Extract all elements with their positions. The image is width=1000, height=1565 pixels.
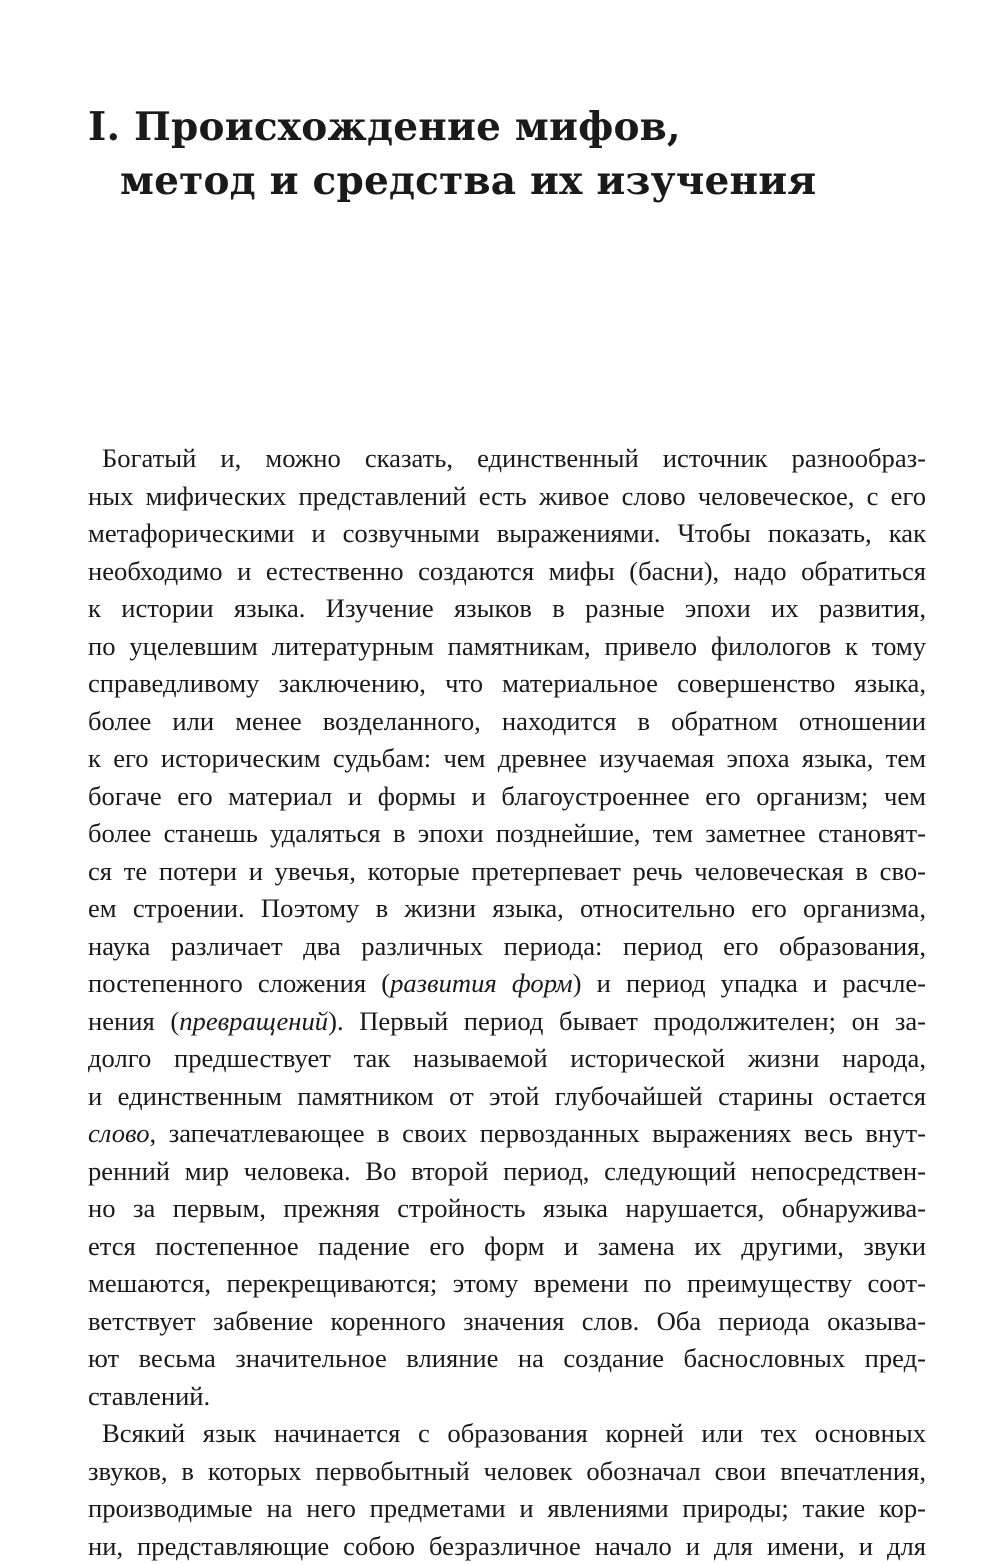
text-line-with-italic bbox=[88, 965, 926, 1003]
text-line: ных мифических представлений есть живое слово человеческое, с его bbox=[88, 478, 926, 516]
text-line: ем строении. Поэтому в жизни языка, относительно его организма, bbox=[88, 890, 926, 928]
text-line: ется постепенное падение его форм и замена их другими, звуки bbox=[88, 1228, 926, 1266]
text-line: ставлений. bbox=[88, 1378, 926, 1416]
text-segment: , запечатлевающее в своих первозданных выражениях весь внут- bbox=[150, 1118, 926, 1148]
text-line: ся те потери и увечья, которые претерпевает речь человеческая в сво- bbox=[88, 853, 926, 891]
text-segment: нения ( bbox=[88, 1006, 179, 1036]
text-line: необходимо и естественно создаются мифы (басни), надо обратиться bbox=[88, 553, 926, 591]
text-line-with-italic bbox=[88, 1003, 926, 1041]
text-line: Всякий язык начинается с образования корней или тех основных bbox=[88, 1415, 926, 1453]
text-line: и единственным памятником от этой глубочайшей старины остается bbox=[88, 1078, 926, 1116]
text-line: ветствует забвение коренного значения слов. Оба периода оказыва- bbox=[88, 1303, 926, 1341]
text-line: к его историческим судьбам: чем древнее изучаемая эпоха языка, тем bbox=[88, 740, 926, 778]
text-line-with-italic bbox=[88, 1115, 926, 1153]
text-line: ни, представляющие собою безразличное начало и для имени, и для bbox=[88, 1528, 926, 1565]
text-line: по уцелевшим литературным памятникам, привело филологов к тому bbox=[88, 628, 926, 666]
text-line: богаче его материал и формы и благоустроеннее его организм; чем bbox=[88, 778, 926, 816]
text-segment: ) и период упадка и расчле- bbox=[573, 968, 926, 998]
text-segment: ). Первый период бывает продолжителен; он за- bbox=[328, 1006, 926, 1036]
text-segment: постепенного сложения ( bbox=[88, 968, 390, 998]
text-line: ют весьма значительное влияние на создание баснословных пред- bbox=[88, 1340, 926, 1378]
text-line: долго предшествует так называемой исторической жизни народа, bbox=[88, 1040, 926, 1078]
paragraph-2 bbox=[88, 1415, 926, 1565]
text-line: наука различает два различных периода: период его образования, bbox=[88, 928, 926, 966]
chapter-title bbox=[88, 100, 948, 208]
chapter-title-line-1: I. Происхождение мифов, bbox=[88, 100, 948, 154]
text-line: метафорическими и созвучными выражениями. Чтобы показать, как bbox=[88, 515, 926, 553]
text-line: Богатый и, можно сказать, единственный источник разнообраз- bbox=[88, 440, 926, 478]
text-line: к истории языка. Изучение языков в разные эпохи их развития, bbox=[88, 590, 926, 628]
text-line: звуков, в которых первобытный человек обозначал свои впечатления, bbox=[88, 1453, 926, 1491]
text-line: справедливому заключению, что материальное совершенство языка, bbox=[88, 665, 926, 703]
italic-term: слово bbox=[88, 1118, 150, 1148]
text-line: более станешь удаляться в эпохи позднейшие, тем заметнее становят- bbox=[88, 815, 926, 853]
text-line: мешаются, перекрещиваются; этому времени по преимуществу соот- bbox=[88, 1265, 926, 1303]
text-line: ренний мир человека. Во второй период, следующий непосредствен- bbox=[88, 1153, 926, 1191]
text-line: производимые на него предметами и явлениями природы; такие кор- bbox=[88, 1490, 926, 1528]
text-line: но за первым, прежняя стройность языка нарушается, обнаружива- bbox=[88, 1190, 926, 1228]
text-line: более или менее возделанного, находится в обратном отношении bbox=[88, 703, 926, 741]
chapter-body bbox=[88, 440, 926, 1565]
paragraph-1 bbox=[88, 440, 926, 1415]
italic-term: превращений bbox=[179, 1006, 328, 1036]
italic-term: развития форм bbox=[390, 968, 573, 998]
chapter-title-line-2: метод и средства их изучения bbox=[88, 154, 948, 208]
